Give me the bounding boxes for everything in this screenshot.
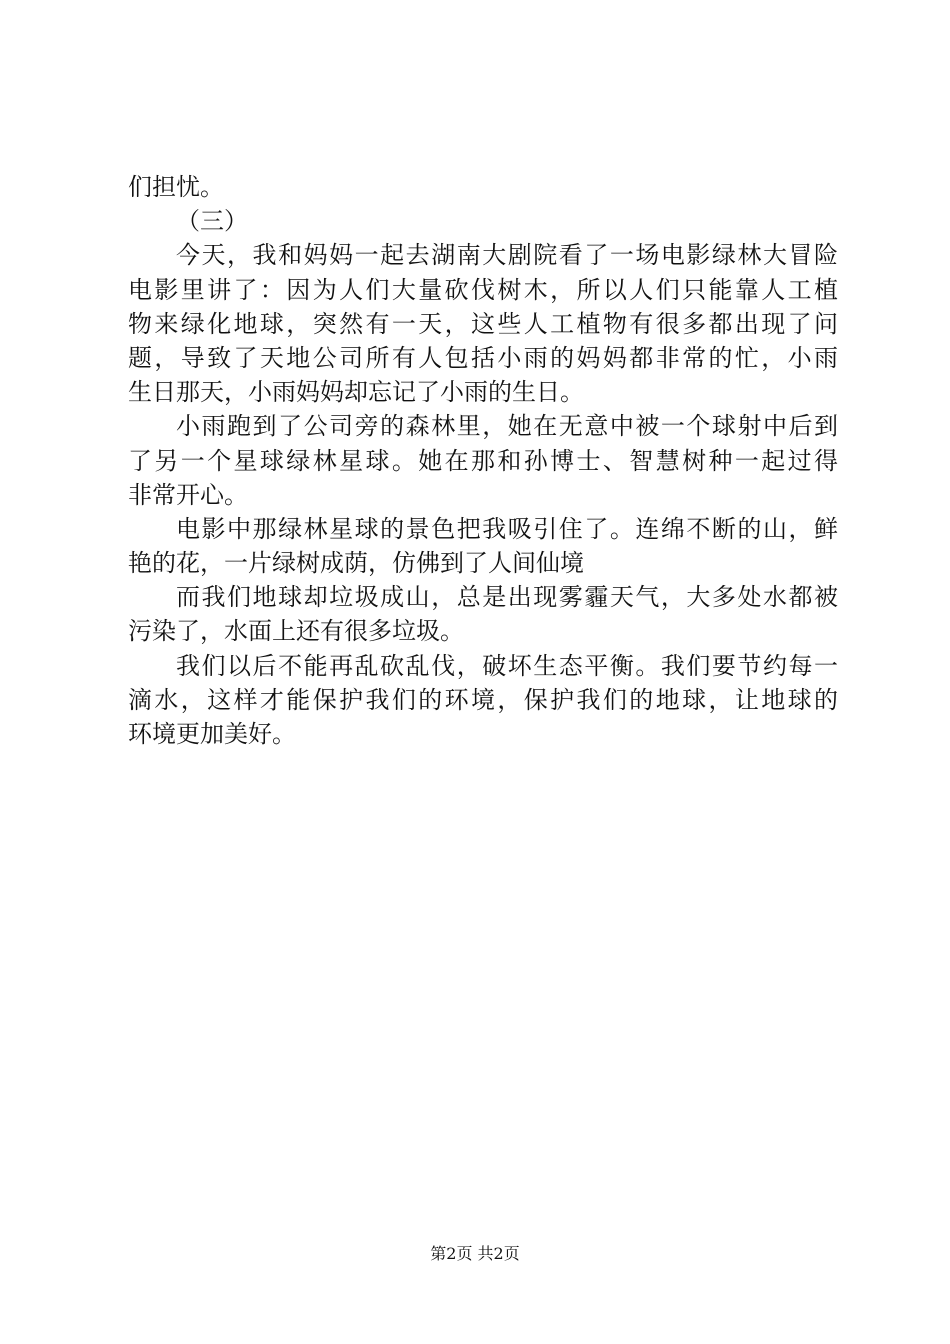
paragraph-line: 了另一个星球绿林星球。她在那和孙博士、智慧树种一起过得 [128, 446, 838, 475]
document-body [128, 170, 838, 751]
paragraph-line: 艳的花，一片绿树成荫，仿佛到了人间仙境 [128, 549, 584, 578]
paragraph-line: 滴水，这样才能保护我们的环境，保护我们的地球，让地球的 [128, 685, 838, 714]
paragraph-line: 电影里讲了：因为人们大量砍伐树木，所以人们只能靠人工植 [128, 275, 838, 304]
paragraph-line: 我们以后不能再乱砍乱伐，破坏生态平衡。我们要节约每一 [176, 651, 838, 680]
page-number-footer: 第2页 共2页 [430, 1244, 520, 1263]
paragraph-line: 非常开心。 [128, 480, 248, 509]
paragraph-line: 电影中那绿林星球的景色把我吸引住了。连绵不断的山，鲜 [176, 514, 838, 543]
section-heading: （三） [176, 207, 248, 236]
paragraph-line: 生日那天，小雨妈妈却忘记了小雨的生日。 [128, 378, 584, 407]
paragraph-line: 环境更加美好。 [128, 720, 296, 748]
paragraph-line: 们担忧。 [128, 173, 224, 201]
paragraph-line: 物来绿化地球，突然有一天，这些人工植物有很多都出现了问 [128, 309, 838, 338]
paragraph-line: 今天，我和妈妈一起去湖南大剧院看了一场电影绿林大冒险 [176, 241, 838, 270]
paragraph-line: 而我们地球却垃圾成山，总是出现雾霾天气，大多处水都被 [176, 583, 838, 612]
paragraph-line: 小雨跑到了公司旁的森林里，她在无意中被一个球射中后到 [176, 412, 838, 441]
paragraph-line: 污染了，水面上还有很多垃圾。 [128, 617, 464, 646]
paragraph-line: 题，导致了天地公司所有人包括小雨的妈妈都非常的忙，小雨 [128, 343, 838, 372]
